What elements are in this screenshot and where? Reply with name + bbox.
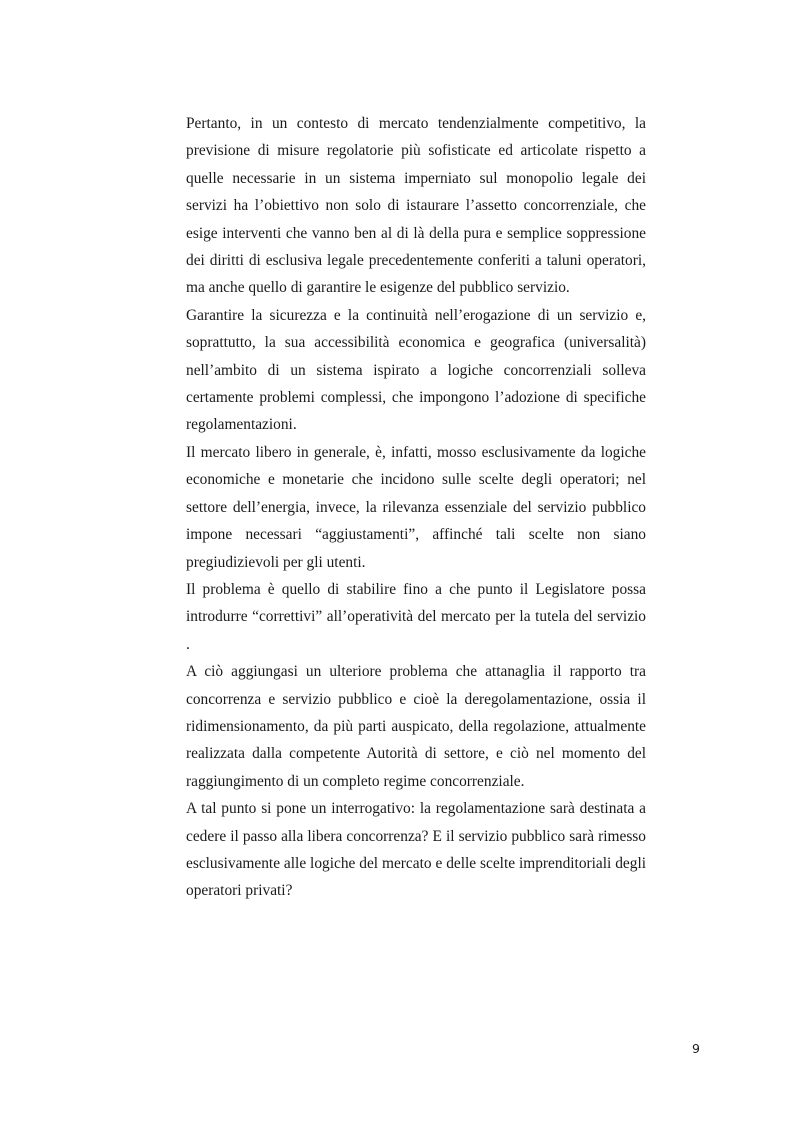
paragraph-4: Il problema è quello di stabilire fino a che punto il Legislatore possa introdurre “correttivi” all’operatività del mercato per la tutela del servizio . [186, 580, 646, 653]
paragraph-6: A tal punto si pone un interrogativo: la regolamentazione sarà destinata a cedere il passo alla libera concorrenza? E il servizio pubblico sarà rimesso esclusivamente alle logiche del mercato e delle scelte imprenditoriali degli operatori privati? [186, 800, 646, 900]
paragraph-3: Il mercato libero in generale, è, infatti, mosso esclusivamente da logiche economiche e monetarie che incidono sulle scelte degli operatori; nel settore dell’energia, invece, la rilevanza essenziale del servizio pubblico impone necessari “aggiustamenti”, affinché tali scelte non siano pregiudizievoli per gli utenti. [186, 443, 646, 571]
page-number: 9 [692, 1041, 700, 1056]
paragraph-1: Pertanto, in un contesto di mercato tendenzialmente competitivo, la previsione di misure regolatorie più sofisticate ed articolate rispetto a quelle necessarie in un sistema imperniato sul monopolio legale dei servizi ha l’obiettivo non solo di istaurare l’assetto concorrenziale, che esige interventi che vanno ben al di là della pura e semplice soppressione dei diritti di esclusiva legale precedentemente conferiti a taluni operatori, ma anche quello di garantire le esigenze del pubblico servizio. [186, 115, 646, 297]
paragraph-5: A ciò aggiungasi un ulteriore problema che attanaglia il rapporto tra concorrenza e servizio pubblico e cioè la deregolamentazione, ossia il ridimensionamento, da più parti auspicato, della regolazione, attualmente realizzata dalla competente Autorità di settore, e ciò nel momento del raggiungimento di un completo regime concorrenziale. [186, 663, 646, 790]
paragraph-2: Garantire la sicurezza e la continuità nell’erogazione di un servizio e, soprattutto, la sua accessibilità economica e geografica (universalità) nell’ambito di un sistema ispirato a logiche concorrenziali solleva certamente problemi complessi, che impongono l’adozione di specifiche regolamentazioni. [186, 306, 646, 434]
body-text [186, 110, 646, 905]
